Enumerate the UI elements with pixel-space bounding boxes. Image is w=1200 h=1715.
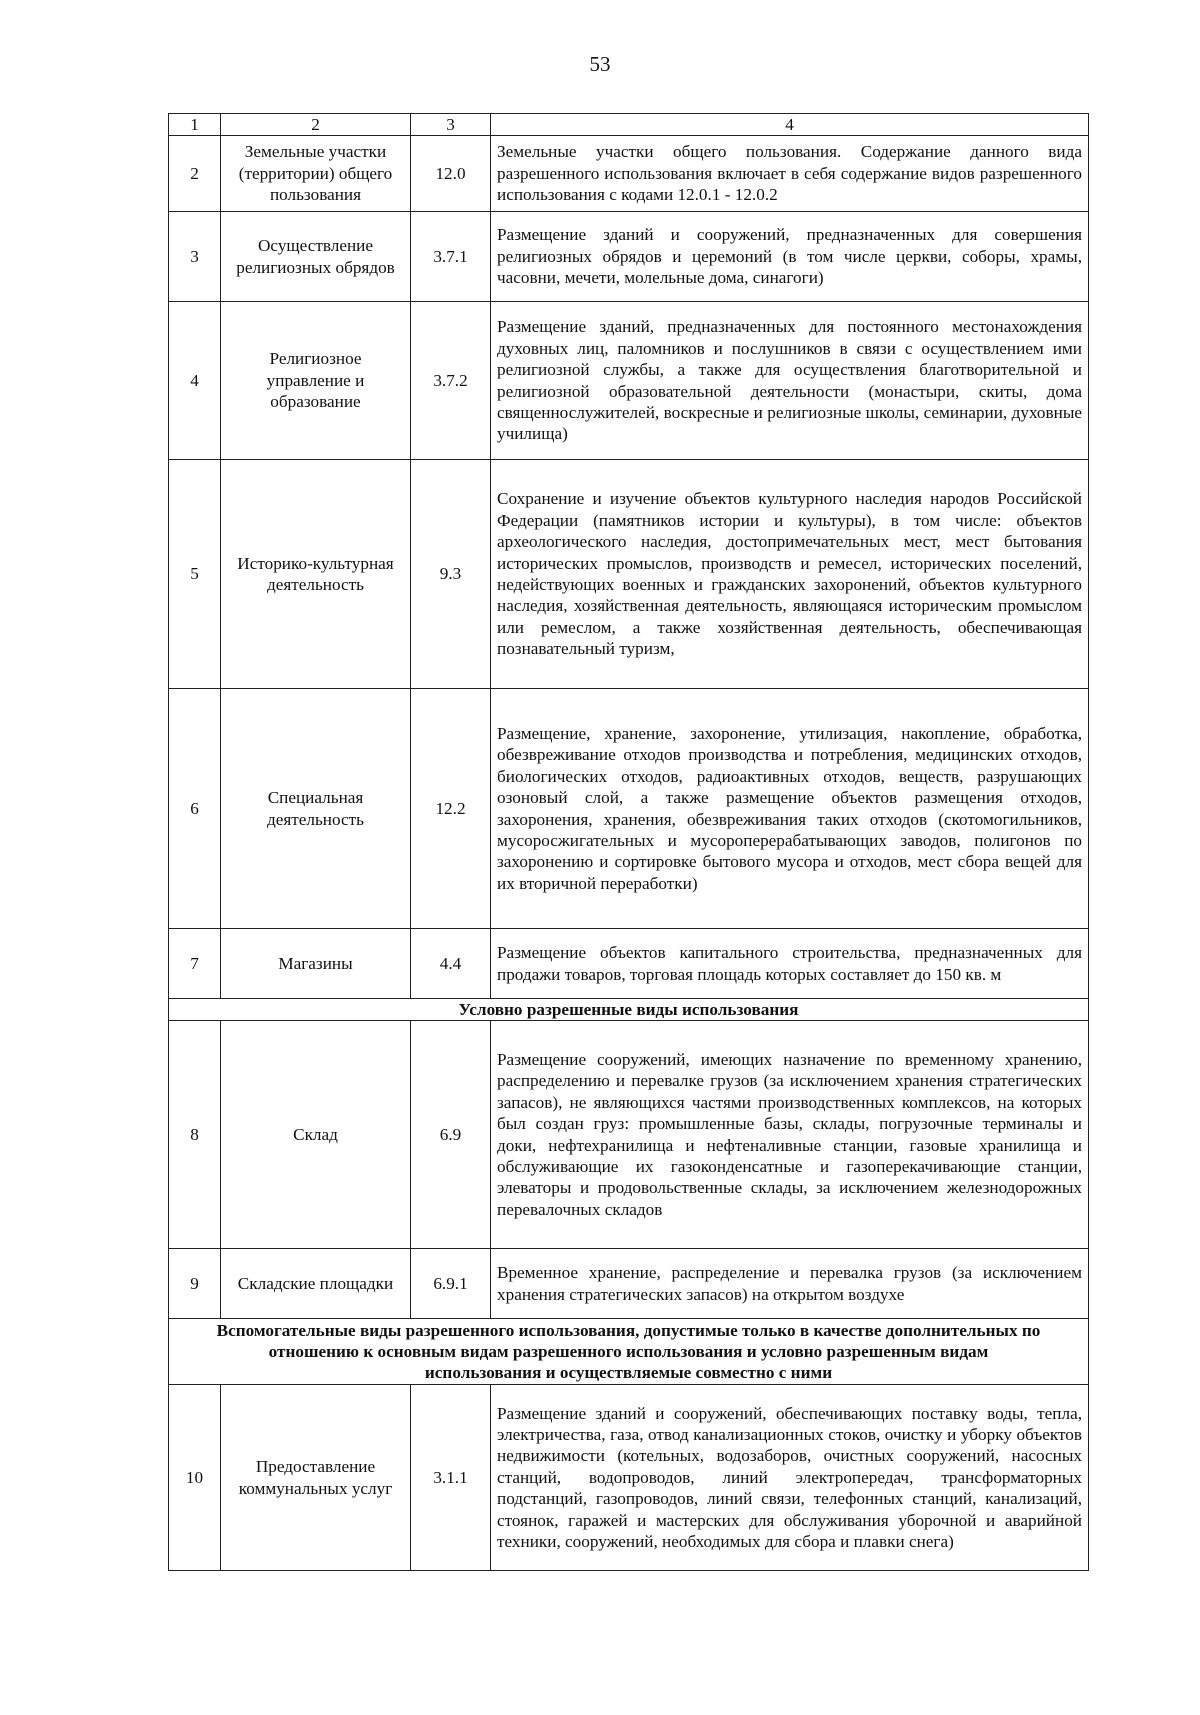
section-heading-row [169, 1319, 1089, 1385]
land-use-code: 4.4 [411, 929, 491, 999]
column-header-3: 3 [411, 114, 491, 136]
table-row [169, 212, 1089, 302]
land-use-name: Осуществление религиозных обрядов [221, 212, 411, 302]
land-use-description: Земельные участки общего пользования. Содержание данного вида разрешенного использования включает в себя содержание видов разрешенного использования с кодами 12.0.1 - 12.0.2 [491, 136, 1089, 212]
page-number: 53 [589, 52, 611, 76]
column-header-1: 1 [169, 114, 221, 136]
table-row [169, 1021, 1089, 1249]
land-use-name: Религиозное управление и образование [221, 302, 411, 460]
land-use-code: 3.7.1 [411, 212, 491, 302]
land-use-code: 3.1.1 [411, 1385, 491, 1571]
land-use-name: Складские площадки [221, 1249, 411, 1319]
land-use-description: Размещение зданий и сооружений, обеспечивающих поставку воды, тепла, электричества, газа, отвод канализационных стоков, очистку и уборку объектов недвижимости (котельных, водозаборов, очистных сооружений, насосных станций, водопроводов, линий электропередач, трансформаторных подстанций, газопроводов, линий связи, телефонных станций, канализаций, стоянок, гаражей и мастерских для обслуживания уборочной и аварийной техники, сооружений, необходимых для сбора и плавки снега) [491, 1385, 1089, 1571]
land-use-name: Специальная деятельность [221, 689, 411, 929]
section-heading-auxiliary: Вспомогательные виды разрешенного использования, допустимые только в качестве дополнительных по отношению к основным видам разрешенного использования и условно разрешенным видам использования и осуществляемые совместно с ними [169, 1319, 1089, 1385]
table-row [169, 302, 1089, 460]
table-row [169, 460, 1089, 689]
land-use-description: Сохранение и изучение объектов культурного наследия народов Российской Федерации (памятников истории и культуры), в том числе: объектов археологического наследия, достопримечательных мест, мест бытования исторических промыслов, производств и ремесел, исторических поселений, недействующих военных и гражданских захоронений, объектов культурного наследия, хозяйственная деятельность, являющаяся историческим промыслом или ремеслом, а также хозяйственная деятельность, обеспечивающая познавательный туризм, [491, 460, 1089, 689]
column-header-4: 4 [491, 114, 1089, 136]
land-use-name: Историко-культурная деятельность [221, 460, 411, 689]
row-number: 3 [169, 212, 221, 302]
land-use-description: Размещение, хранение, захоронение, утилизация, накопление, обработка, обезвреживание отходов производства и потребления, медицинских отходов, биологических отходов, радиоактивных отходов, веществ, разрушающих озоновый слой, а также размещение объектов размещения отходов, захоронения, хранения, обезвреживания таких отходов (скотомогильников, мусоросжигательных и мусороперерабатывающих заводов, полигонов по захоронению и сортировке бытового мусора и отходов, мест сбора вещей для их вторичной переработки) [491, 689, 1089, 929]
land-use-description: Временное хранение, распределение и перевалка грузов (за исключением хранения стратегических запасов) на открытом воздухе [491, 1249, 1089, 1319]
land-use-code: 12.0 [411, 136, 491, 212]
row-number: 4 [169, 302, 221, 460]
column-header-row [169, 114, 1089, 136]
land-use-code: 12.2 [411, 689, 491, 929]
row-number: 5 [169, 460, 221, 689]
land-use-description: Размещение сооружений, имеющих назначение по временному хранению, распределению и перевалке грузов (за исключением хранения стратегических запасов), не являющихся частями производственных комплексов, на которых был создан груз: промышленные базы, склады, погрузочные терминалы и доки, нефтехранилища и нефтеналивные станции, газовые хранилища и обслуживающие их газоконденсатные и газоперекачивающие станции, элеваторы и продовольственные склады, за исключением железнодорожных перевалочных складов [491, 1021, 1089, 1249]
land-use-name: Предоставление коммунальных услуг [221, 1385, 411, 1571]
land-use-description: Размещение объектов капитального строительства, предназначенных для продажи товаров, торговая площадь которых составляет до 150 кв. м [491, 929, 1089, 999]
land-use-code: 3.7.2 [411, 302, 491, 460]
table-row [169, 689, 1089, 929]
column-header-2: 2 [221, 114, 411, 136]
land-use-description: Размещение зданий и сооружений, предназначенных для совершения религиозных обрядов и церемоний (в том числе церкви, соборы, храмы, часовни, мечети, молельные дома, синагоги) [491, 212, 1089, 302]
table-row [169, 1385, 1089, 1571]
row-number: 10 [169, 1385, 221, 1571]
land-use-table [168, 113, 1089, 1571]
section-heading-row [169, 999, 1089, 1021]
section-heading-conditional: Условно разрешенные виды использования [169, 999, 1089, 1021]
table-row [169, 929, 1089, 999]
row-number: 6 [169, 689, 221, 929]
table-row [169, 1249, 1089, 1319]
land-use-description: Размещение зданий, предназначенных для постоянного местонахождения духовных лиц, паломников и послушников в связи с осуществлением ими религиозной службы, а также для осуществления благотворительной и религиозной образовательной деятельности (монастыри, скиты, дома священнослужителей, воскресные и религиозные школы, семинарии, духовные училища) [491, 302, 1089, 460]
row-number: 7 [169, 929, 221, 999]
land-use-code: 6.9 [411, 1021, 491, 1249]
land-use-name: Склад [221, 1021, 411, 1249]
land-use-name: Земельные участки (территории) общего пользования [221, 136, 411, 212]
land-use-code: 6.9.1 [411, 1249, 491, 1319]
table-row [169, 136, 1089, 212]
row-number: 8 [169, 1021, 221, 1249]
row-number: 9 [169, 1249, 221, 1319]
land-use-code: 9.3 [411, 460, 491, 689]
land-use-name: Магазины [221, 929, 411, 999]
row-number: 2 [169, 136, 221, 212]
